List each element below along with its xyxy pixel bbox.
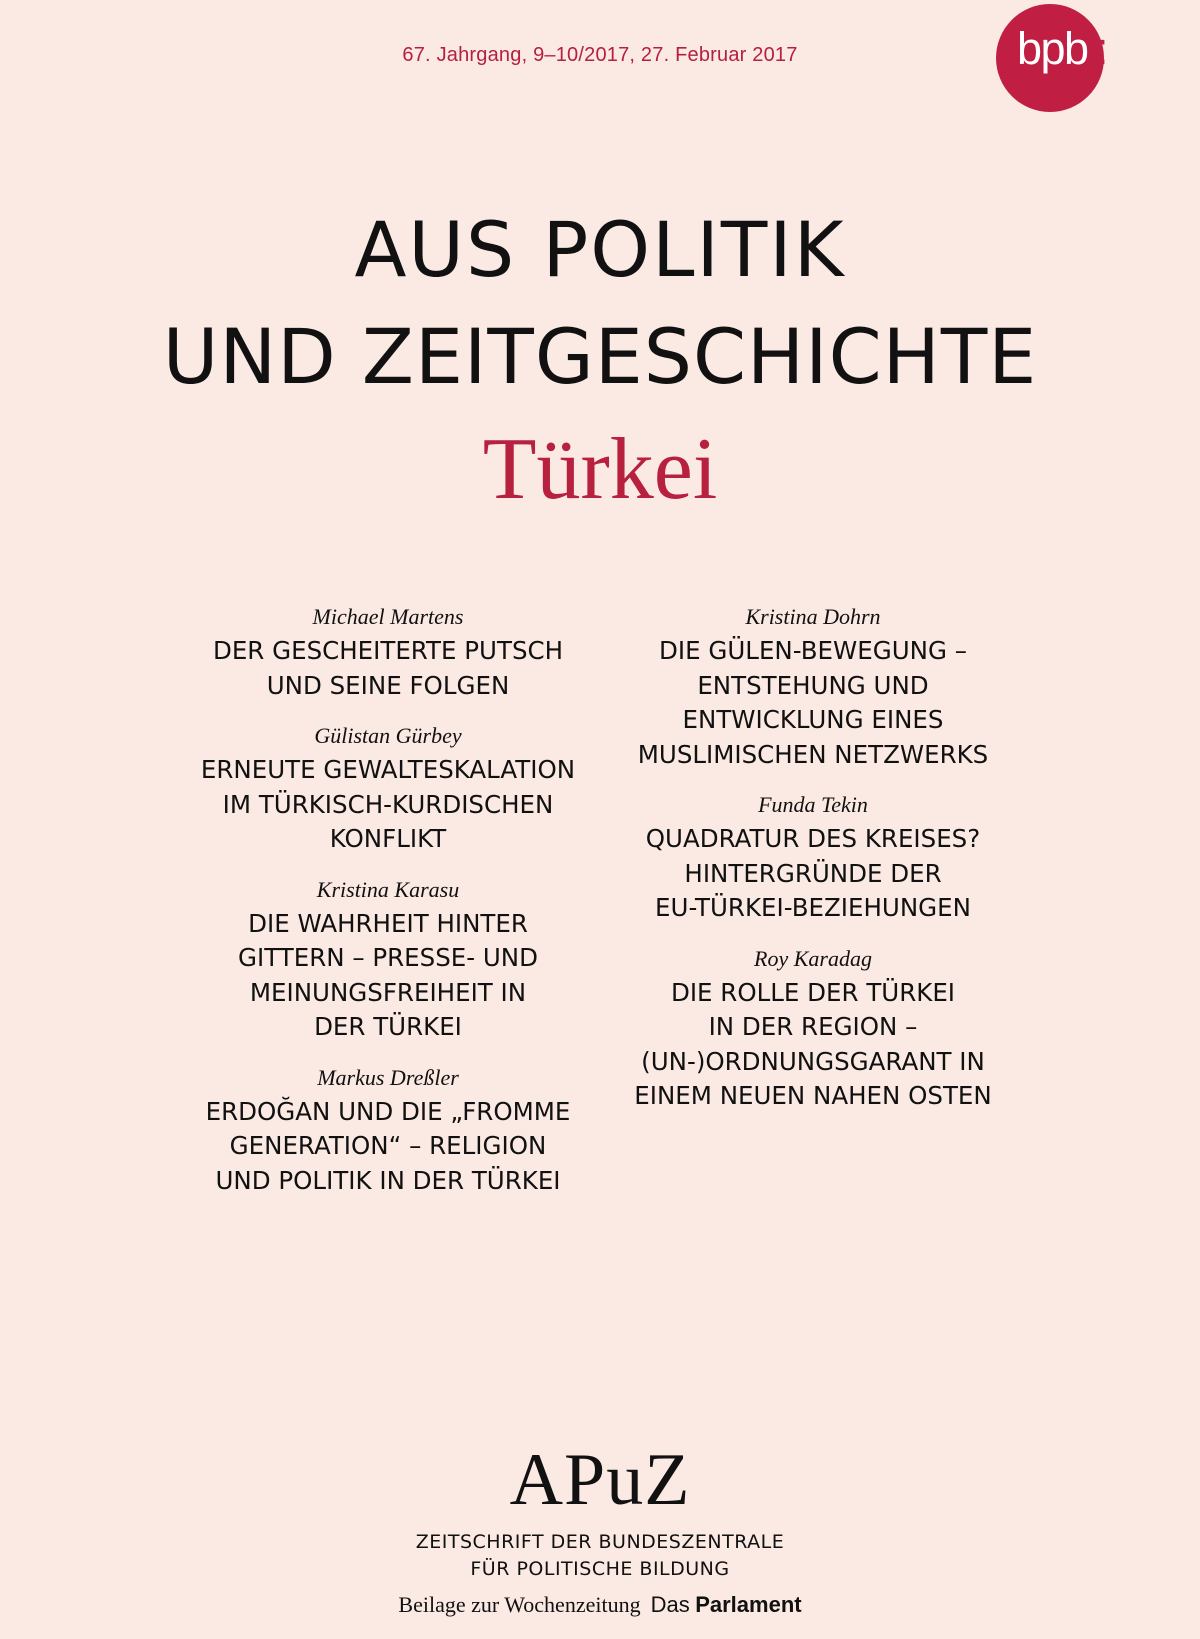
article-title: DIE ROLLE DER TÜRKEI IN DER REGION – (UN-)ORDNUNGSGARANT IN EINEM NEUEN NAHEN OSTEN: [634, 977, 992, 1110]
apuz-wordmark: APuZ: [509, 1439, 691, 1521]
articles-left-column: [168, 604, 608, 1218]
article-title: QUADRATUR DES KREISES? HINTERGRÜNDE DER EU-TÜRKEI-BEZIEHUNGEN: [645, 824, 981, 922]
article-title: DER GESCHEITERTE PUTSCH UND SEINE FOLGEN: [212, 636, 564, 700]
newspaper-name-das: Das: [650, 1592, 690, 1617]
bpb-logo-colon: :: [1096, 23, 1109, 74]
article-author: Gülistan Gürbey: [314, 723, 462, 748]
article-entry: [593, 792, 1033, 926]
issue-info: 67. Jahrgang, 9–10/2017, 27. Februar 2017: [402, 44, 798, 66]
article-title: DIE WAHRHEIT HINTER GITTERN – PRESSE- UND MEINUNGSFREIHEIT IN DER TÜRKEI: [238, 908, 538, 1041]
supplement-line: [0, 1590, 1200, 1620]
bpb-logo-text: bpb: [1017, 23, 1088, 74]
masthead-line-1: AUS POLITIK: [354, 205, 846, 294]
article-author: Markus Dreßler: [317, 1064, 459, 1090]
newspaper-name-parlament: Parlament: [695, 1592, 802, 1617]
article-entry: [593, 946, 1033, 1114]
article-author: Kristina Karasu: [316, 876, 460, 902]
article-author: Funda Tekin: [758, 792, 868, 817]
article-entry: [168, 604, 608, 703]
article-entry: [593, 604, 1033, 772]
article-title: ERDOĞAN UND DIE „FROMME GENERATION“ – RELIGION UND POLITIK IN DER TÜRKEI: [205, 1096, 571, 1195]
articles-right-column: [593, 604, 1033, 1134]
article-entry: [168, 1065, 608, 1199]
article-author: Kristina Dohrn: [745, 604, 881, 629]
article-entry: [168, 877, 608, 1045]
publisher-subtitle-line-1: ZEITSCHRIFT DER BUNDESZENTRALE: [415, 1531, 785, 1553]
article-author: Michael Martens: [312, 604, 464, 629]
masthead-line-2: UND ZEITGESCHICHTE: [162, 312, 1038, 401]
issue-topic: Türkei: [482, 421, 718, 518]
supplement-label: Beilage zur Wochenzeitung: [398, 1592, 641, 1617]
article-author: Roy Karadag: [754, 945, 872, 971]
article-title: ERNEUTE GEWALTESKALATION IM TÜRKISCH-KURDISCHEN KONFLIKT: [200, 755, 576, 853]
article-entry: [168, 723, 608, 857]
publisher-subtitle-line-2: FÜR POLITISCHE BILDUNG: [470, 1558, 730, 1580]
article-title: DIE GÜLEN-BEWEGUNG – ENTSTEHUNG UND ENTWICKLUNG EINES MUSLIMISCHEN NETZWERKS: [637, 636, 989, 769]
